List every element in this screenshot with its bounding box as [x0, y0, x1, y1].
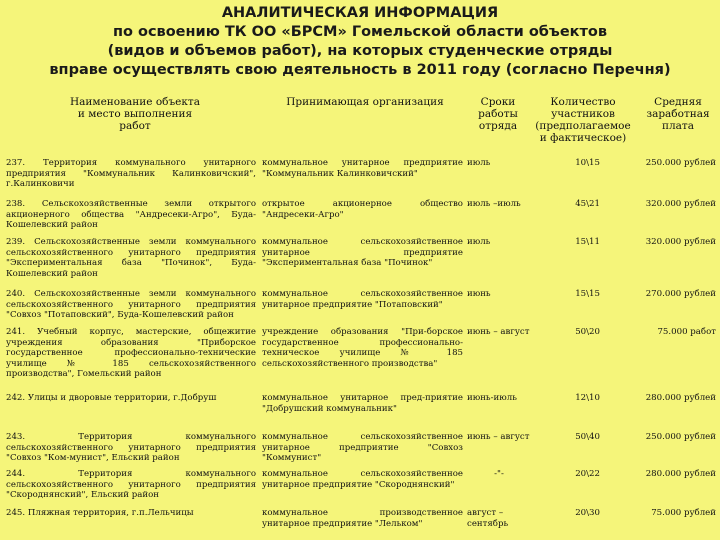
cell-org: коммунальное сельскохозяйственное унитарное предприятие "Экспериментальная база "Починок" — [262, 237, 463, 269]
cell-count: 10\15 — [575, 158, 600, 168]
cell-salary: 250.000 рублей — [645, 432, 716, 442]
cell-count: 45\21 — [575, 199, 600, 209]
cell-object: 237. Территория коммунального унитарного предприятия "Коммунальник Калинковичский", г.Калинковичи — [6, 158, 256, 190]
cell-org: коммунальное сельскохозяйственное унитарное предприятие "Скороднянский" — [262, 469, 463, 490]
title-line-1: АНАЛИТИЧЕСКАЯ ИНФОРМАЦИЯ — [221, 5, 499, 21]
cell-org: коммунальное сельскохозяйственное унитарное предприятие "Совхоз "Коммунист" — [262, 432, 463, 464]
cell-object: 240. Сельскохозяйственные земли коммунального сельскохозяйственного унитарного предприятия "Совхоз "Потаповский", Буда-Кошелевский район — [6, 289, 256, 321]
title-line-3: (видов и объемов работ), на которых студенческие отряды — [107, 43, 613, 59]
cell-count: 20\30 — [575, 508, 600, 518]
cell-object: 239. Сельскохозяйственные земли коммунального сельскохозяйственного унитарного предприятия "Экспериментальная база "Починок", Буда-Кошелевский район — [6, 237, 256, 279]
cell-object: 238. Сельскохозяйственные земли открытого акционерного общества "Андресеки-Агро", Буда-Кошелевский район — [6, 199, 256, 231]
cell-org: коммунальное производственное унитарное предприятие "Лельком" — [262, 508, 463, 529]
header-salary: Средняя заработная плата — [646, 96, 710, 132]
title-line-4: вправе осуществлять свою деятельность в 2011 году (согласно Перечня) — [49, 62, 671, 78]
title-line-2: по освоению ТК ОО «БРСМ» Гомельской области объектов — [112, 24, 608, 40]
cell-period: июль — [467, 237, 491, 247]
cell-org: учреждение образования "При-борское государственное профессионально-техническое училище № 185 сельскохозяйственного производства" — [262, 327, 463, 369]
header-object: Наименование объекта и место выполнения работ — [69, 96, 200, 132]
cell-count: 15\11 — [575, 237, 600, 247]
cell-salary: 320.000 рублей — [645, 199, 716, 209]
header-count: Количество участников (предполагаемое и фактическое) — [535, 96, 631, 144]
document-title — [0, 4, 720, 80]
cell-object: 241. Учебный корпус, мастерские, общежитие учреждения образования "Приборское государственное профессионально-технические училище № 185 сельскохозяйственного производства", Гомельский район — [6, 327, 256, 380]
header-period: Сроки работы отряда — [478, 96, 518, 132]
cell-object: 242. Улицы и дворовые территории, г.Добруш — [6, 393, 217, 403]
cell-count: 20\22 — [575, 469, 600, 479]
cell-count: 12\10 — [575, 393, 600, 403]
cell-object: 245. Пляжная территория, г.п.Лельчицы — [6, 508, 194, 518]
cell-org: открытое акционерное общество "Андресеки-Агро" — [262, 199, 463, 220]
cell-period: август – сентябрь — [467, 508, 509, 529]
cell-object: 244. Территория коммунального сельскохозяйственного унитарного предприятия "Скороднянский", Ельский район — [6, 469, 256, 501]
cell-org: коммунальное унитарное предприятие "Коммунальник Калинковичский" — [262, 158, 463, 179]
cell-salary: 270.000 рублей — [645, 289, 716, 299]
cell-salary: 75.000 рублей — [651, 508, 716, 518]
cell-period: -"- — [494, 469, 504, 479]
cell-object: 243. Территория коммунального сельскохозяйственного унитарного предприятия "Совхоз "Ком-мунист", Ельский район — [6, 432, 256, 464]
cell-period: июнь – август — [467, 327, 530, 337]
cell-salary: 250.000 рублей — [645, 158, 716, 168]
cell-salary: 75.000 работ — [657, 327, 716, 337]
cell-salary: 280.000 рублей — [645, 469, 716, 479]
cell-period: июнь-июль — [467, 393, 517, 403]
cell-org: коммунальное унитарное пред-приятие "Добрушский коммунальник" — [262, 393, 463, 414]
cell-salary: 320.000 рублей — [645, 237, 716, 247]
cell-period: июнь – август — [467, 432, 530, 442]
header-org: Принимающая организация — [286, 96, 444, 108]
cell-count: 50\40 — [575, 432, 600, 442]
cell-period: июль — [467, 158, 491, 168]
cell-period: июнь — [467, 289, 491, 299]
cell-salary: 280.000 рублей — [645, 393, 716, 403]
cell-count: 15\15 — [575, 289, 600, 299]
cell-org: коммунальное сельскохозяйственное унитарное предприятие "Потаповский" — [262, 289, 463, 310]
cell-count: 50\20 — [575, 327, 600, 337]
cell-period: июль –июль — [467, 199, 521, 209]
